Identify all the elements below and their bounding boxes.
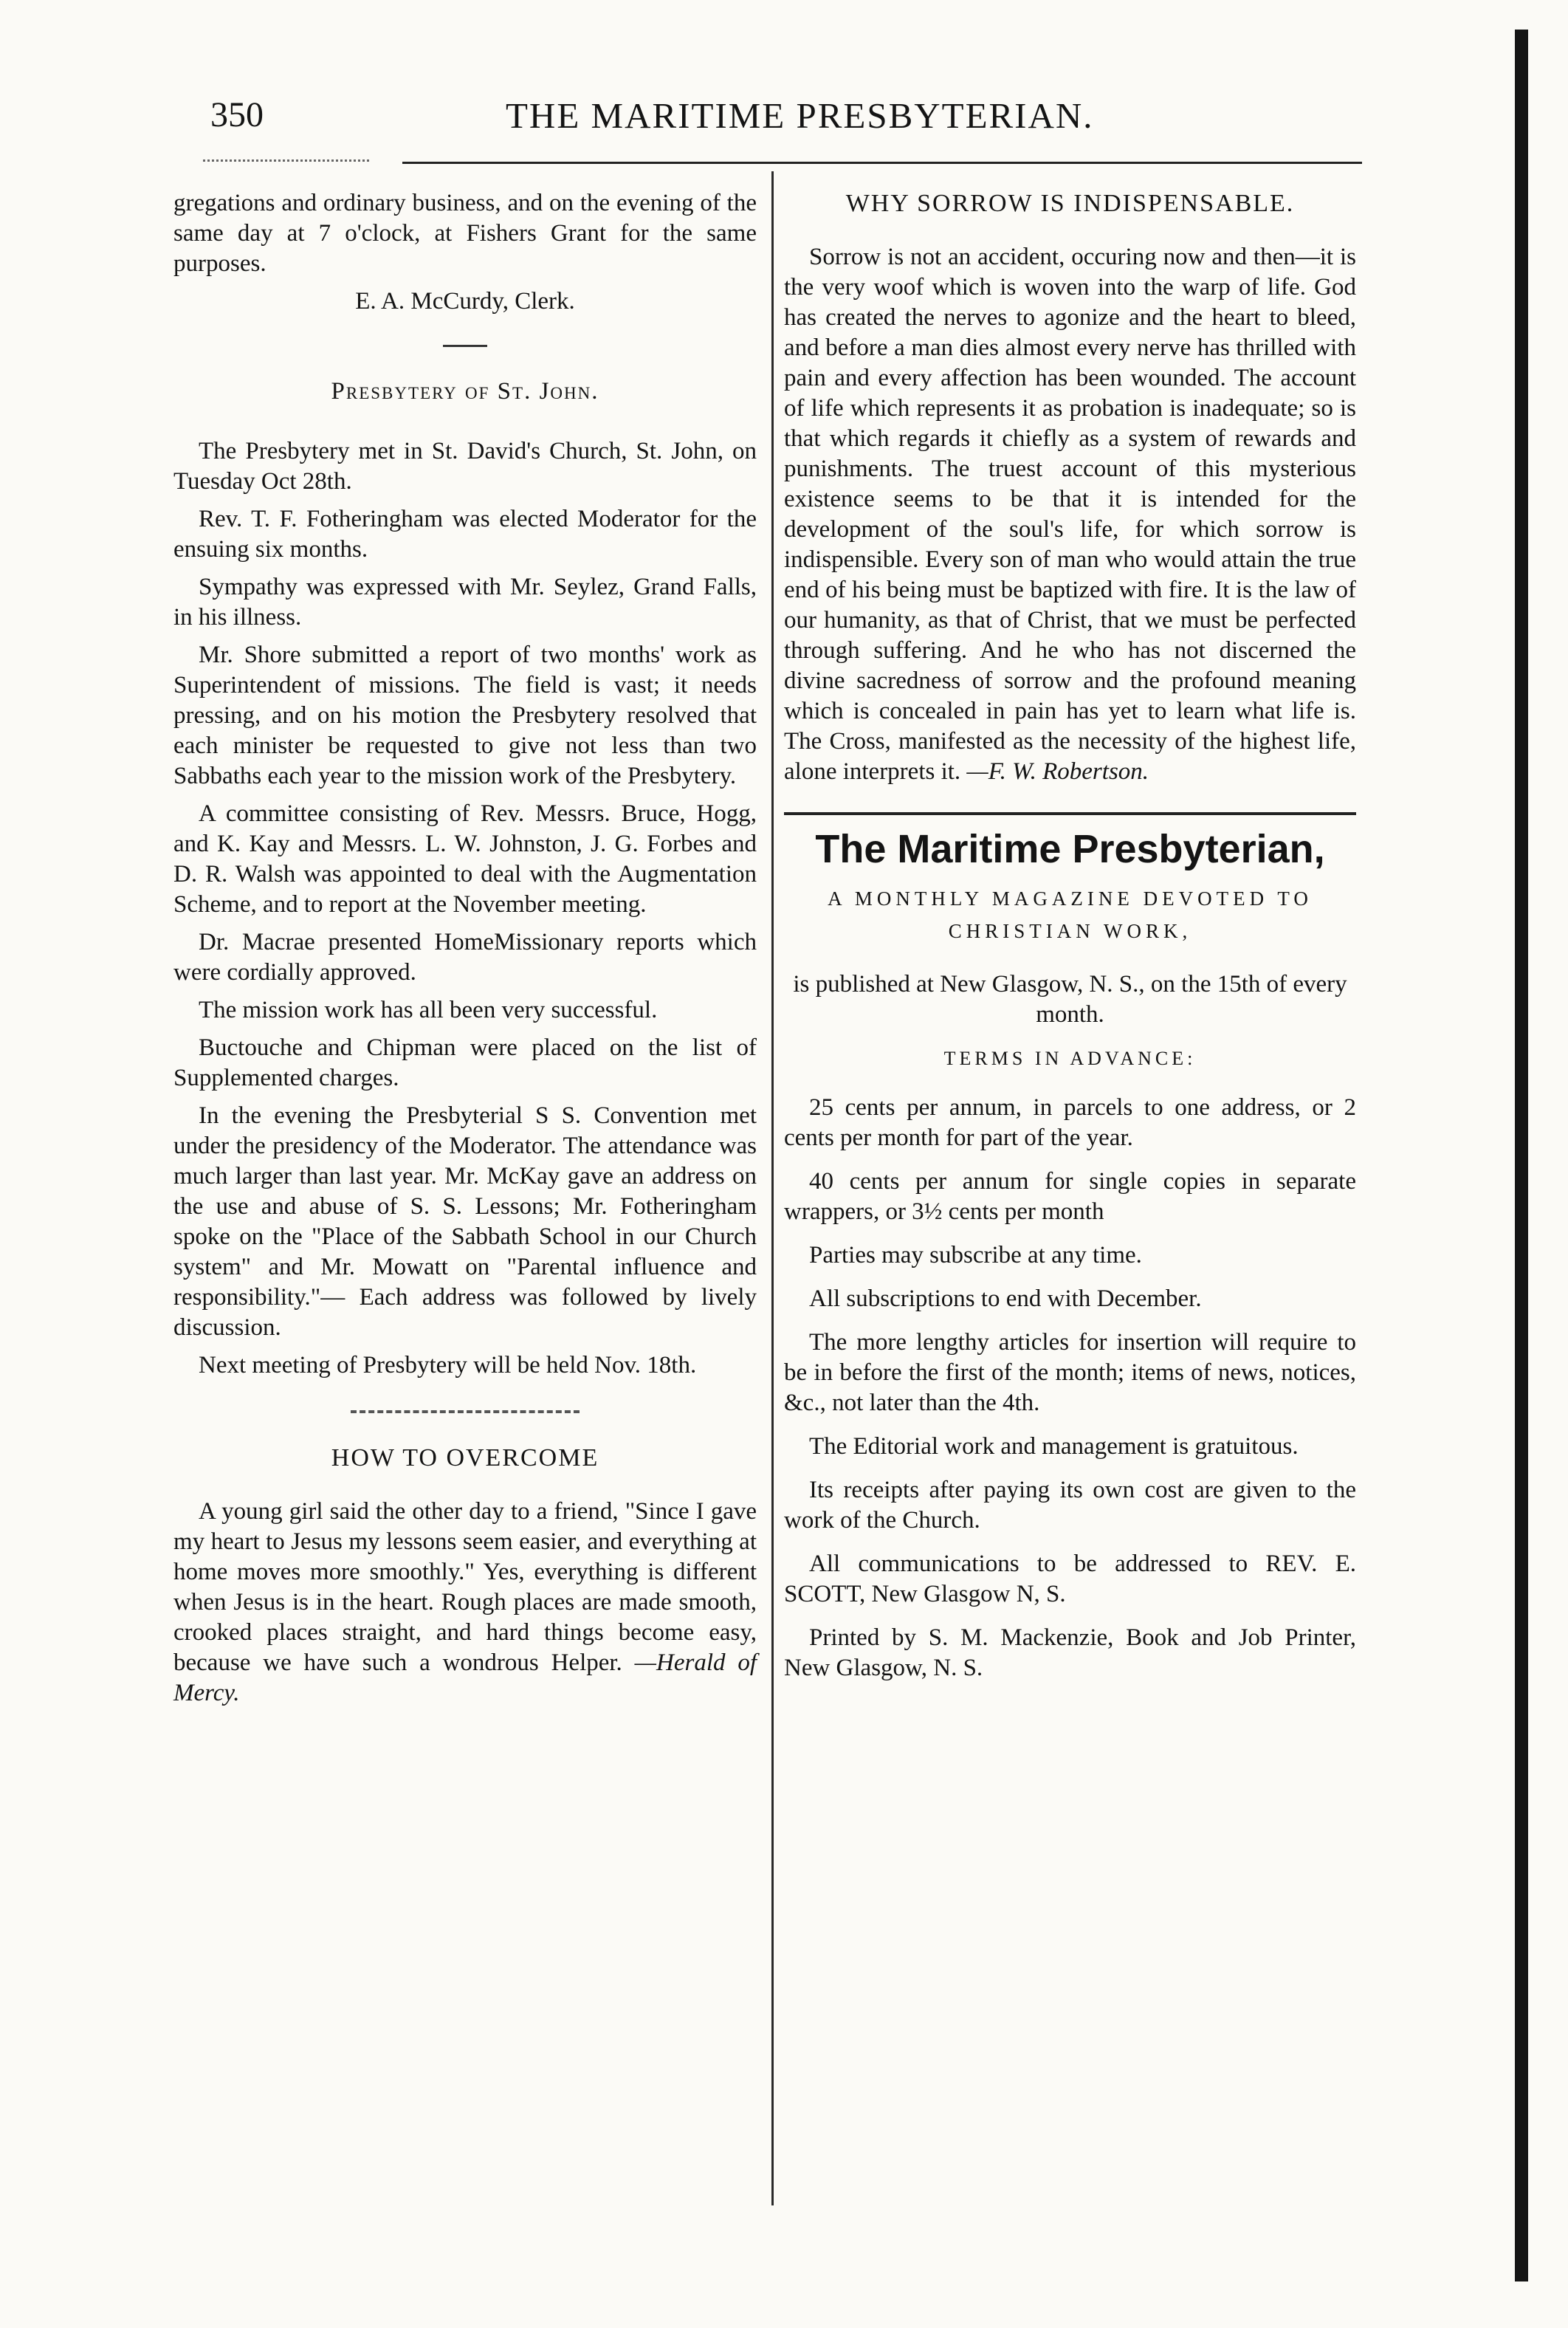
left-column — [173, 188, 757, 1716]
paragraph: The mission work has all been very successful. — [199, 997, 658, 1023]
terms-item: 25 cents per annum, in parcels to one address, or 2 cents per month for part of the year. — [784, 1094, 1356, 1151]
column-divider — [771, 171, 774, 2205]
paragraph: Buctouche and Chipman were placed on the list of Supplemented charges. — [173, 1034, 757, 1091]
paragraph: A committee consisting of Rev. Messrs. Bruce, Hogg, and K. Kay and Messrs. L. W. Johnston, J. G. Forbes and D. R. Walsh was appointed to deal with the Augmentation Scheme, and to report at the November meeting. — [173, 800, 757, 918]
terms-item: The more lengthy articles for insertion will require to be in before the first of the month; items of news, notices, &c., not later than the 4th. — [784, 1329, 1356, 1416]
continued-text: gregations and ordinary business, and on the evening of the same day at 7 o'clock, at Fishers Grant for the same purposes. — [173, 190, 757, 277]
header-rule-dotted — [203, 159, 369, 162]
terms-item: The Editorial work and management is gratuitous. — [809, 1433, 1299, 1460]
clerk-signature: E. A. McCurdy, Clerk. — [355, 288, 575, 315]
page-title: THE MARITIME PRESBYTERIAN. — [506, 95, 1094, 136]
paragraph: Mr. Shore submitted a report of two months' work as Superintendent of missions. The field is vast; it needs pressing, and on his motion the Presbytery resolved that each minister be requested to give not less than two Sabbaths each year to the mission work of the Presbytery. — [173, 642, 757, 789]
paragraph: Sympathy was expressed with Mr. Seylez, Grand Falls, in his illness. — [173, 574, 757, 631]
paragraph: Rev. T. F. Fotheringham was elected Moderator for the ensuing six months. — [173, 506, 757, 563]
paragraph: Dr. Macrae presented HomeMissionary reports which were cordially approved. — [173, 929, 757, 986]
overcome-text — [173, 1497, 757, 1709]
page-header — [210, 95, 1366, 146]
paragraph: Next meeting of Presbytery will be held Nov. 18th. — [199, 1352, 697, 1378]
section-divider — [784, 812, 1356, 815]
article-title: WHY SORROW IS INDISPENSABLE. — [845, 190, 1295, 217]
overcome-body: A young girl said the other day to a friend, "Since I gave my heart to Jesus my lessons seem easier, and everything at home moves more smoothly." Yes, everything is different when Jesus is in the heart. Rough places are made smooth, crooked places straight, and hard things become easy, because we have such a wondrous Helper. — [173, 1498, 757, 1676]
right-column — [784, 188, 1356, 1697]
section-title-overcome: HOW TO OVERCOME — [331, 1444, 599, 1472]
section-title-presbytery: Presbytery of St. John. — [331, 378, 599, 405]
terms-item: Printed by S. M. Mackenzie, Book and Job Printer, New Glasgow, N. S. — [784, 1624, 1356, 1681]
article-text — [784, 242, 1356, 787]
terms-item: Parties may subscribe at any time. — [809, 1242, 1142, 1268]
masthead: The Maritime Presbyterian, — [815, 827, 1325, 871]
article-source: —F. W. Robertson. — [966, 758, 1149, 785]
section-divider-dashed — [351, 1410, 580, 1413]
section-divider — [443, 345, 487, 347]
paragraph: The Presbytery met in St. David's Church, St. John, on Tuesday Oct 28th. — [173, 438, 757, 495]
published-note: is published at New Glasgow, N. S., on the 15th of every month. — [793, 971, 1347, 1028]
scan-edge-bar — [1515, 30, 1528, 2281]
terms-item: All communications to be addressed to REV. E. SCOTT, New Glasgow N, S. — [784, 1551, 1356, 1607]
terms-heading: TERMS IN ADVANCE: — [943, 1048, 1197, 1069]
terms-item: 40 cents per annum for single copies in separate wrappers, or 3½ cents per month — [784, 1168, 1356, 1225]
page-number: 350 — [210, 95, 264, 134]
article-body: Sorrow is not an accident, occuring now and then—it is the very woof which is woven into the warp of life. God has created the nerves to agonize and the heart to bleed, and before a man dies almost every nerve has thrilled with pain and every affection has been wounded. The account of life which represents it as probation is inadequate; so is that which regards it chiefly as a system of rewards and punishments. The truest account of this mysterious existence seems to be that it is intended for the development of the soul's life, for which sorrow is indispensible. Every son of man who would attain the true end of his being must be baptized with fire. It is the law of our humanity, as that of Christ, that we must be perfected through suffering. And he who has not discerned the divine sacredness of sorrow and the profound meaning which is concealed in pain has yet to learn what life is. The Cross, manifested as the necessity of the highest life, alone interprets it. — [784, 244, 1356, 785]
paragraph: In the evening the Presbyterial S S. Convention met under the presidency of the Moderator. The attendance was much larger than last year. Mr. McKay gave an address on the use and abuse of S. S. Lessons; Mr. Fotheringham spoke on the "Place of the Sabbath School in our Church system" and Mr. Mowatt on "Parental influence and responsibility."— Each address was followed by lively discussion. — [173, 1102, 757, 1341]
terms-item: All subscriptions to end with December. — [809, 1285, 1202, 1312]
overcome-source: —Herald of Mercy. — [173, 1649, 757, 1706]
header-rule — [402, 162, 1362, 164]
terms-item: Its receipts after paying its own cost are given to the work of the Church. — [784, 1477, 1356, 1534]
masthead-subtitle: A MONTHLY MAGAZINE DEVOTED TO CHRISTIAN WORK, — [828, 887, 1313, 942]
